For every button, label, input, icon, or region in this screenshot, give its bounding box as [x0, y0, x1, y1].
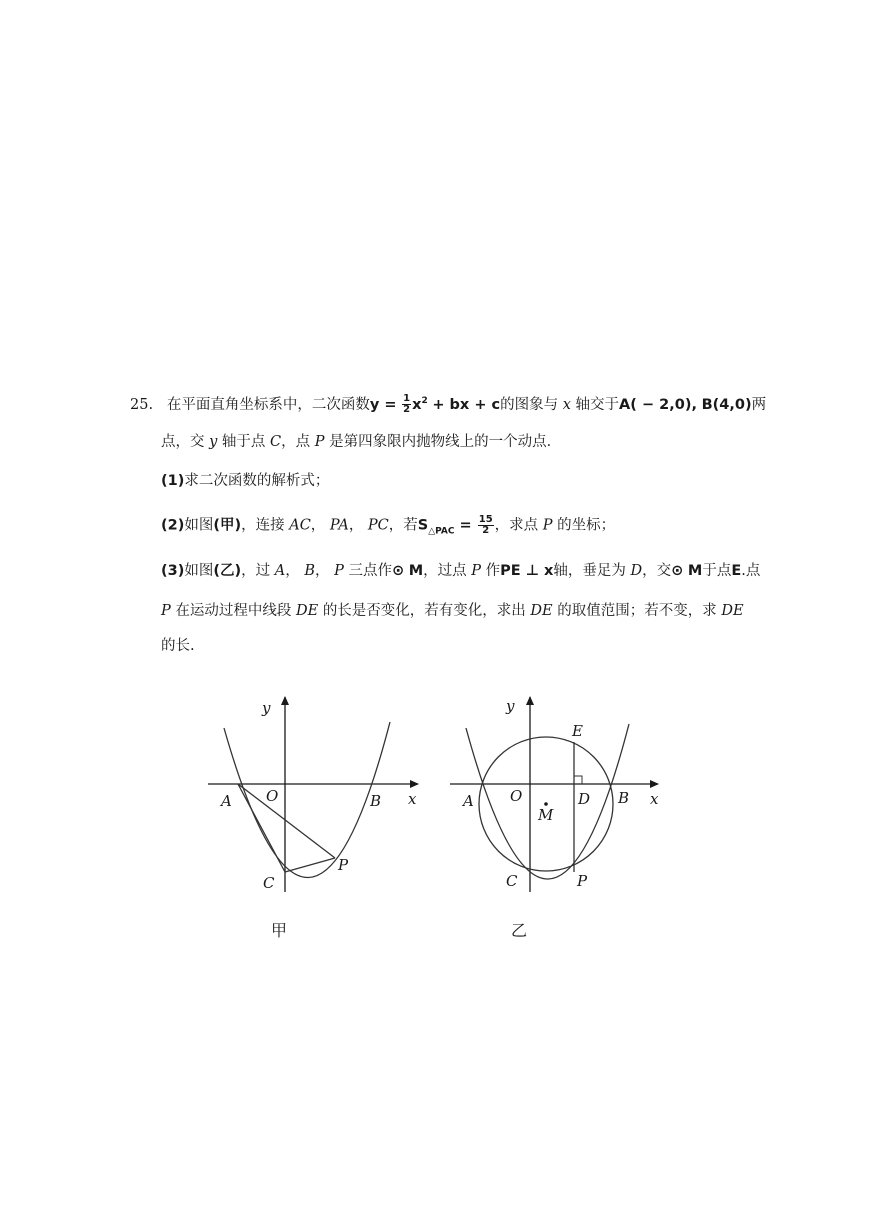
problem-line-1 [130, 391, 766, 415]
label-p: P [577, 872, 588, 890]
text: ，过点 [423, 563, 467, 579]
seg-pa: PA [329, 517, 349, 534]
label-b: B [618, 789, 630, 807]
question-3-line-3 [161, 636, 195, 656]
frac-den: 2 [403, 404, 411, 416]
fraction-half [402, 394, 411, 415]
circle-symbol: ⊙ [391, 563, 405, 579]
math-rest: + bx + c [432, 396, 501, 413]
question-1 [161, 471, 329, 491]
area-sub: △PAC [428, 526, 455, 537]
frac-num: 1 [403, 393, 411, 405]
point-b: B [304, 563, 315, 579]
seg-de: DE [530, 603, 553, 619]
frac-den: 2 [482, 525, 490, 536]
point-a: A( − 2,0) [619, 396, 692, 413]
seg-pc: PC [367, 517, 389, 534]
label-o: O [510, 787, 523, 805]
point-b: B(4,0) [701, 396, 752, 413]
text: 的长是否变化，若有变化，求出 [322, 603, 526, 619]
caption-jia: 甲 [271, 921, 288, 940]
point-c: C [270, 434, 282, 450]
math-sup: 2 [421, 396, 428, 406]
math-y-axis: y [209, 434, 218, 450]
right-angle-mark [574, 776, 582, 784]
point-p: P [471, 563, 482, 579]
equals: = [454, 517, 477, 534]
label-d: D [578, 790, 591, 808]
question-text: 求二次函数的解析式； [184, 473, 330, 489]
seg-de: DE [295, 603, 319, 619]
text: 在平面直角坐标系中，二次函数 [166, 396, 370, 413]
circle-symbol: ⊙ [671, 563, 684, 579]
fraction-15-2 [478, 515, 494, 536]
comma: , [691, 396, 697, 413]
question-3-line-1 [161, 561, 760, 581]
label-y: y [262, 699, 271, 717]
caption-yi: 乙 [511, 921, 528, 940]
label-e: E [572, 722, 583, 740]
point-a: A [274, 563, 286, 579]
sep: ， [310, 517, 326, 534]
point-p: P [334, 563, 344, 579]
text: ，连接 [241, 517, 285, 534]
perp-pe: PE ⊥ x [500, 563, 554, 579]
text: 的取值范围；若不变，求 [557, 603, 717, 619]
sep: ， [348, 517, 364, 534]
label-y: y [506, 697, 515, 715]
label-o: O [266, 787, 279, 805]
text: 轴于点 [221, 434, 266, 450]
math-x-axis: x [562, 396, 571, 413]
text: .点 [741, 563, 761, 579]
text: 在运动过程中线段 [175, 603, 292, 619]
circle-m: M [687, 563, 703, 579]
label-b: B [370, 792, 382, 810]
question-label: (2) [161, 517, 185, 534]
question-label: (1) [161, 473, 185, 489]
segment-pc [285, 858, 335, 872]
text: 轴，垂足为 [553, 563, 626, 579]
segment-ap [238, 784, 335, 858]
sep: ， [314, 563, 330, 579]
text: 点，交 [161, 434, 205, 450]
fig-ref: (甲) [213, 517, 242, 534]
text: ，点 [281, 434, 311, 450]
text: 轴交于 [575, 396, 620, 413]
text: 是第四象限内抛物线上的一个动点． [329, 434, 562, 450]
text: 的坐标； [557, 517, 616, 534]
text: ，求点 [494, 517, 539, 534]
point-d: D [630, 563, 643, 579]
area-symbol: S [417, 517, 429, 534]
point-e: E [731, 563, 742, 579]
text: 三点作 [348, 563, 392, 579]
text: ，过 [241, 563, 271, 579]
problem-line-2 [161, 432, 561, 452]
text: 两 [751, 396, 767, 413]
label-a: A [221, 792, 232, 810]
text: 的图象与 [500, 396, 559, 413]
parabola [466, 724, 629, 879]
text: 的长. [161, 638, 195, 654]
figure-yi [440, 690, 670, 905]
circle-m: M [408, 563, 424, 579]
label-p: P [338, 856, 349, 874]
question-3-line-2 [161, 601, 744, 621]
label-c: C [263, 874, 275, 892]
math-x: x [412, 396, 422, 413]
label-m: M [538, 806, 554, 824]
label-x: x [650, 790, 659, 808]
point-p: P [542, 517, 553, 534]
text: ，交 [642, 563, 672, 579]
text: 作 [485, 563, 501, 579]
seg-ac: AC [289, 517, 311, 534]
label-a: A [463, 792, 474, 810]
frac-num: 15 [478, 514, 493, 525]
label-x: x [408, 790, 417, 808]
math-y: y = [369, 396, 397, 413]
point-p: P [161, 603, 171, 619]
parabola [224, 722, 390, 878]
text: 如图 [184, 563, 214, 579]
problem-number: 25. [130, 396, 154, 413]
fig-ref: (乙) [213, 563, 242, 579]
point-p: P [314, 434, 325, 450]
question-label: (3) [161, 563, 185, 579]
label-c: C [506, 872, 518, 890]
text: ，若 [388, 517, 418, 534]
text: 如图 [184, 517, 214, 534]
question-2 [161, 515, 615, 541]
sep: ， [285, 563, 300, 579]
figure-jia [195, 690, 435, 905]
text: 于点 [702, 563, 732, 579]
seg-de: DE [721, 603, 744, 619]
